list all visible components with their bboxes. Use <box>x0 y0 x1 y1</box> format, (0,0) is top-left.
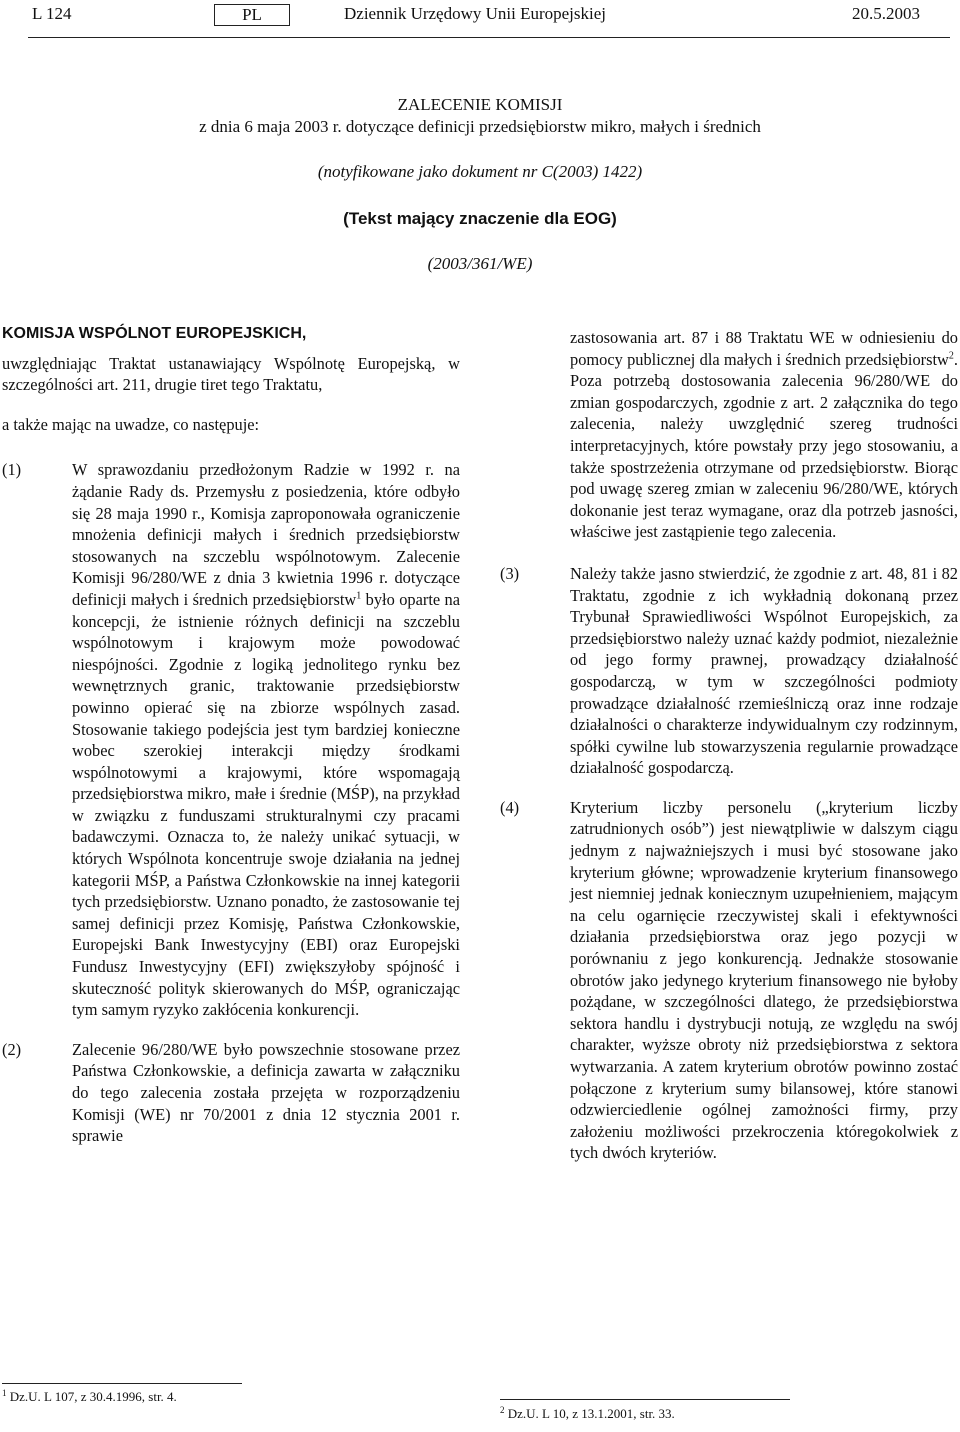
recital-2-continued: zastosowania art. 87 i 88 Traktatu WE w odniesieniu do pomocy publicznej dla małych i średnich przedsiębiorstw$^2$. Poza potrzebą dostosowania zalecenia 96/280/WE do zmian gospodarczych, zgodnie z art. 2 załącznika do tego zalecenia, należy uwzględnić szereg trudności interpretacyjnych, które powstały przy jego stosowaniu, a także spostrzeżenia otrzymane od przedsiębiorstw. Biorąc pod uwagę szereg zmian w zaleceniu 96/280/WE, których dokonanie jest teraz wymagane, oraz dla potrzeb jasności, właściwe jest zastąpienie tego zalecenia. <box>570 328 958 542</box>
header-rule <box>28 37 950 38</box>
left-column <box>2 323 460 1165</box>
footnote-rule-left <box>2 1383 242 1384</box>
footnote-1: $^1$ Dz.U. L 107, z 30.4.1996, str. 4. <box>2 1388 177 1404</box>
recital-text: W sprawozdaniu przedłożonym Radzie w 1992 r. na żądanie Rady ds. Przemysłu z posiedzenia, które odbyło się 28 maja 1990 r., Komisja zaproponowała ograniczenie mnożenia definicji małych i średnich przedsiębiorstw stosowanych na szczeblu wspólnotowym. Zalecenie Komisji 96/280/WE z dnia 3 kwietnia 1996 r. dotyczące definicji małych i średnich przedsiębiorstw$^1$ było oparte na koncepcji, że istnienie różnych definicji na szczeblu wspólnotowym i krajowym może powodować niespójności. Zgodnie z logiką jednolitego rynku bez wewnętrznych granic, traktowanie przedsiębiorstw powinno opierać się na zbiorze wspólnych zasad. Stosowanie takiego podejścia jest tym bardziej konieczne wobec szerokiej interakcji między środkami wspólnotowymi a krajowymi, które wspomagają przedsiębiorstwa mikro, małe i średnie (MŚP), na przykład w związku z funduszami strukturalnymi czy pracami badawczymi. Oznacza to, że należy unikać sytuacji, w których Wspólnota koncentruje swoje działania na jednej kategorii MŚP, a Państwa Członkowskie na innej kategorii tych przedsiębiorstw. Uznano ponadto, że zastosowanie tej samej definicji przez Komisję, Państwa Członkowskie, Europejski Bank Inwestycyjny (EBI) oraz Europejski Fundusz Inwestycyjny (EFI) zwiększyłoby spójność i skuteczność polityk skierowanych do MŚP, ograniczając tym samym ryzyko zakłócenia konkurencji. <box>72 460 461 1020</box>
institution-heading: KOMISJA WSPÓLNOT EUROPEJSKICH, <box>2 325 307 342</box>
whereas-intro: a także mając na uwadze, co następuje: <box>2 414 260 434</box>
recital-1 <box>2 459 460 1020</box>
recital-number: (3) <box>500 563 520 583</box>
recital-text: Należy także jasno stwierdzić, że zgodnie z art. 48, 81 i 82 Traktatu, zgodnie z ich wykładnią dokonaną przez Trybunał Sprawiedliwości Wspólnot Europejskich, za przedsiębiorstwo należy uznać każdy podmiot, niezależnie od jego formy prawnej, prowadzący działalność gospodarczą, w tym w szczególności podmioty prowadzące działalność rzemieślniczą oraz inne rodzaje działalności o charakterze indywidualnym czy rodzinnym, spółki cywilne lub stowarzyszenia regularnie prowadzące działalność gospodarczą. <box>570 563 958 778</box>
eea-relevance: (Tekst mający znaczenie dla EOG) <box>343 209 617 228</box>
recital-number: (2) <box>2 1039 22 1059</box>
recital-4 <box>500 797 958 1164</box>
language-box: PL <box>214 4 290 26</box>
recital-number: (1) <box>2 460 22 480</box>
publication-date: 20.5.2003 <box>852 4 920 23</box>
footnote-rule-right <box>500 1399 790 1400</box>
recital-number: (4) <box>500 797 520 817</box>
right-column <box>500 327 958 1182</box>
recital-3 <box>500 563 958 779</box>
recital-text: Kryterium liczby personelu („kryterium liczby zatrudnionych osób”) jest niewątpliwie w dalszym ciągu jednym z najważniejszych i musi być stosowane jako kryterium główne; wprowadzenie kryterium finansowego jest niemniej jednak koniecznym uzupełnieniem, mającym na celu ogarnięcie rzeczywistej skali i efektywności działania przedsiębiorstwa oraz jego pozycji w porównaniu z jego konkurencją. Jednakże stosowanie obrotów jako jedynego kryterium finansowego nie byłoby pożądane, w szczególności dlatego, że przedsiębiorstwa sektora handlu i dystrybucji notują, ze względu na swój charakter, wyższe obroty niż przedsiębiorstwa z sektora wytwarzania. A zatem kryterium obrotów powinno zostać połączone z kryterium sumy bilansowej, które stanowi odzwierciedlenie ogólnej zamożności firmy, przy założeniu możliwości przekroczenia któregokolwiek z tych dwóch kryteriów. <box>570 797 958 1163</box>
document-title: ZALECENIE KOMISJI <box>397 95 563 114</box>
recital-2 <box>2 1039 460 1147</box>
notification-note: (notyfikowane jako dokument nr C(2003) 1422) <box>317 162 643 181</box>
having-regard-clause: uwzględniając Traktat ustanawiający Wspólnotę Europejską, w szczególności art. 211, drugie tiret tego Traktatu, <box>2 353 460 395</box>
footnote-ref[interactable]: 2 <box>948 350 954 362</box>
recital-text: Zalecenie 96/280/WE było powszechnie stosowane przez Państwa Członkowskie, a definicja zawarta w załączniku do tego zalecenia została przejęta w rozporządzeniu Komisji (WE) nr 70/2001 z dnia 12 stycznia 2001 r. sprawie <box>72 1039 460 1146</box>
journal-name: Dziennik Urzędowy Unii Europejskiej <box>344 4 607 23</box>
page-header <box>28 2 932 28</box>
footnote-ref[interactable]: 1 <box>356 590 362 602</box>
page-number: L 124 <box>32 4 72 23</box>
document-subtitle: z dnia 6 maja 2003 r. dotyczące definicji przedsiębiorstw mikro, małych i średnich <box>199 117 761 136</box>
footnote-2: $^2$ Dz.U. L 10, z 13.1.2001, str. 33. <box>500 1405 675 1421</box>
document-reference: (2003/361/WE) <box>427 254 533 273</box>
